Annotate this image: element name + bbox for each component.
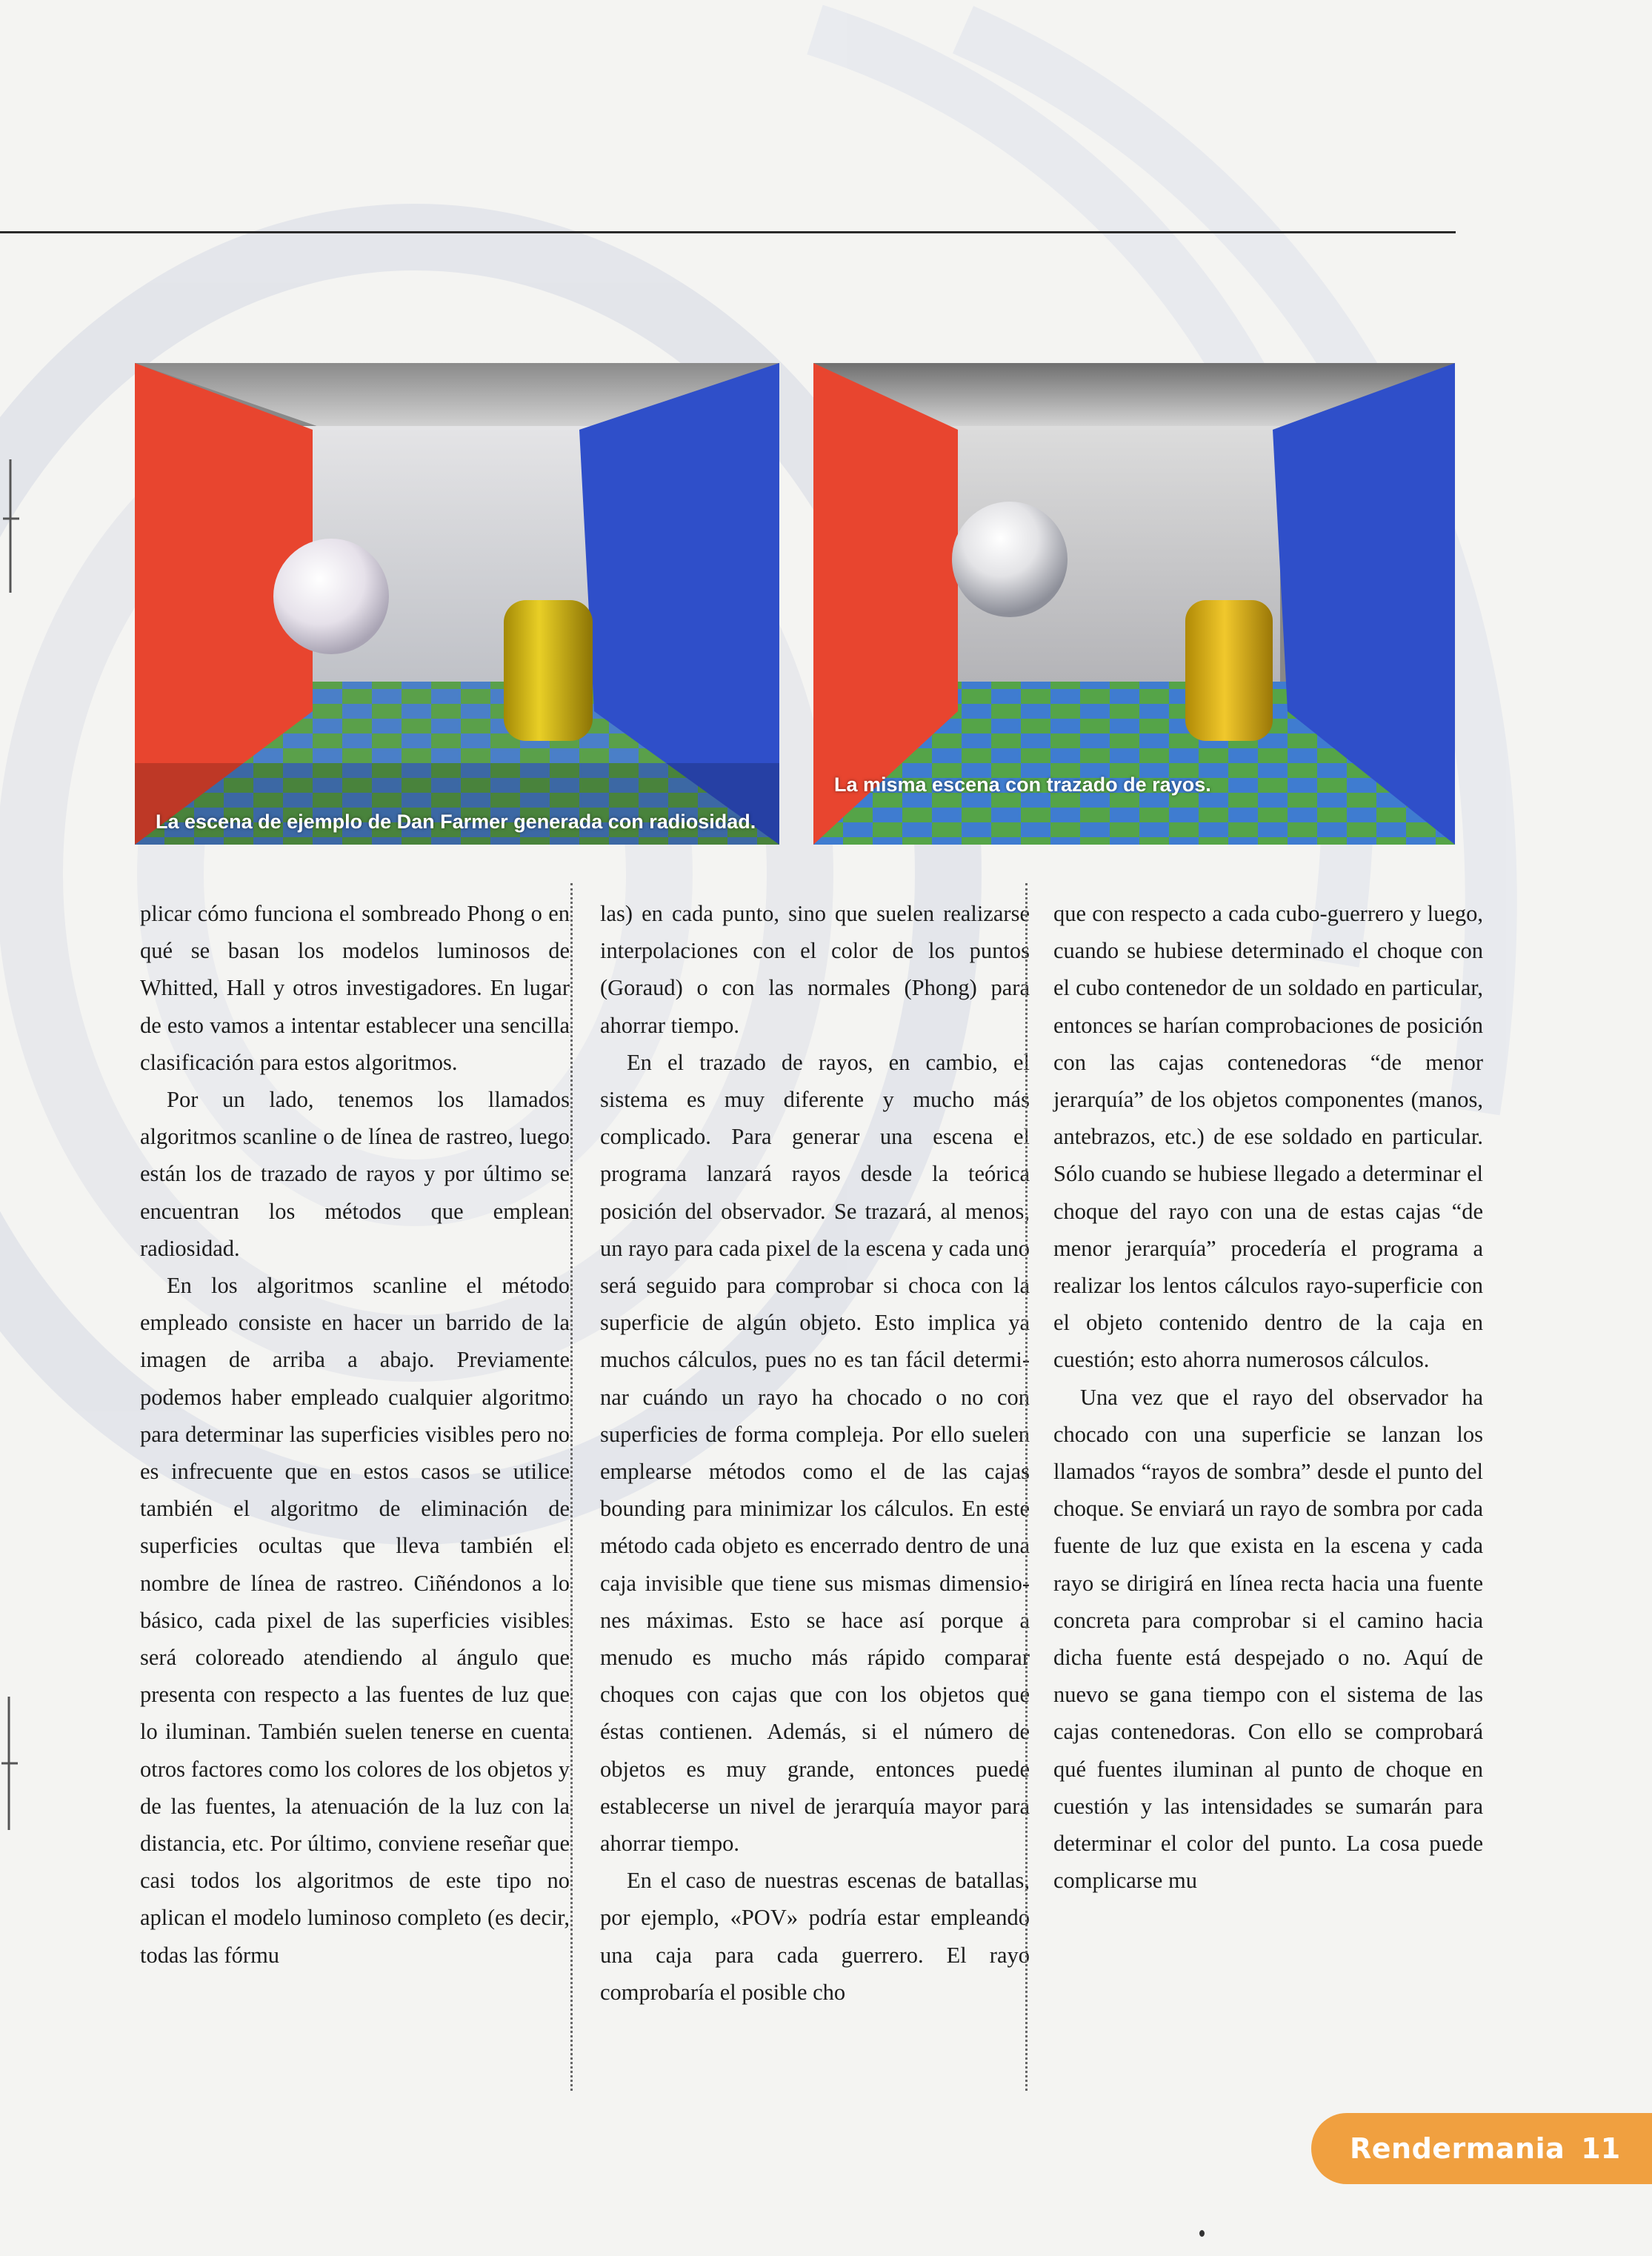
- figure-radiosity: [135, 363, 779, 845]
- paragraph: las) en cada punto, sino que suelen realizarse interpolaciones con el color de los puntos (Goraud) o con las normales (Phong) para ahorrar tiempo.: [600, 901, 1030, 1038]
- paragraph: Por un lado, tenemos los llamados algoritmos scanline o de línea de rastreo, luego están los de trazado de rayos y por último se encuentran los métodos que emplean radiosidad.: [140, 1087, 570, 1261]
- binding-mark: [0, 1682, 30, 1845]
- column-separator: [1025, 883, 1027, 2091]
- paragraph: En los algoritmos scanline el método empleado consiste en hacer un barrido de la imagen de arriba a abajo. Previamente podemos haber empleado cualquier algoritmo para determinar las superficies visibles pero no es infrecuente que en estos casos se utilice también el algoritmo de eliminación de superficies ocultas que lleva también el nombre de línea de rastreo. Ciñéndonos a lo básico, cada pixel de las superficies visibles será coloreado atendiendo al ángulo que presenta con respecto a las fuentes de luz que lo iluminan. También suelen tenerse en cuenta otros factores como los colores de los objetos y de las fuentes, la atenuación de la luz con la distancia, etc. Por último, conviene reseñar que casi todos los algoritmos de este tipo no aplican el modelo luminoso completo (es decir, todas las fórmu: [140, 1273, 570, 1968]
- figure-raytracing: [813, 363, 1455, 845]
- paragraph: que con respecto a cada cubo-guerrero y luego, cuando se hubiese determinado el choque con el cubo contenedor de un soldado en particular, entonces se harían comprobaciones de posición con las cajas contenedoras “de menor jerarquía” de los objetos componentes (manos, antebrazos, etc.) de ese soldado en particular. Sólo cuando se hubiese llegado a determinar el choque del rayo con una de estas cajas “de menor jerarquía” procedería el programa a realizar los lentos cálculos rayo-superficie con el objeto contenido dentro de la caja en cuestión; esto ahorra numerosos cálculos.: [1053, 901, 1483, 1373]
- paragraph: En el caso de nuestras escenas de batallas, por ejemplo, «POV» podría estar empleando una caja para cada guerrero. El rayo comprobaría el posible cho: [600, 1868, 1030, 2005]
- figure-caption: La misma escena con trazado de rayos.: [834, 773, 1211, 796]
- page-number: 11: [1581, 2132, 1621, 2165]
- render-image-radiosity: [135, 363, 779, 845]
- header-rule: [0, 231, 1456, 233]
- figure-caption: La escena de ejemplo de Dan Farmer generada con radiosidad.: [156, 811, 756, 833]
- magazine-name: Rendermania: [1350, 2132, 1565, 2165]
- print-speck: [1199, 2230, 1205, 2237]
- paragraph: Una vez que el rayo del observador ha chocado con una superficie se lanzan los llamados “rayos de sombra” desde el punto del choque. Se enviará un rayo de sombra por cada fuente de luz que exista en la escena y cada rayo se dirigirá en línea recta hacia una fuente concreta para comprobar si el camino hacia dicha fuente está despejado o no. Aquí de nuevo se gana tiempo con el sistema de las cajas contenedoras. Con ello se comprobará qué fuentes iluminan al punto de choque en cuestión y las intensidades se sumarán para determinar el color del punto. La cosa puede complicarse mu: [1053, 1384, 1483, 1894]
- text-column-3: [1053, 895, 1483, 1899]
- page-footer-tab: [1311, 2113, 1652, 2184]
- column-separator: [570, 883, 573, 2091]
- binding-mark: [0, 445, 30, 608]
- text-column-1: [140, 895, 570, 1974]
- text-column-2: [600, 895, 1030, 2011]
- paragraph: plicar cómo funciona el sombreado Phong o en qué se basan los modelos luminosos de Whitted, Hall y otros investigadores. En lugar de esto vamos a intentar establecer una sencilla clasificación para estos algoritmos.: [140, 901, 570, 1075]
- paragraph: En el trazado de rayos, en cambio, el sistema es muy diferente y mucho más complicado. Para generar una escena el programa lanzará rayos desde la teórica posición del observador. Se trazará, al menos, un rayo para cada pixel de la escena y cada uno será seguido para comprobar si choca con la superficie de algún objeto. Esto implica ya muchos cálculos, pues no es tan fácil determinar cuándo un rayo ha chocado o no con superficies de forma compleja. Por ello suelen emplearse métodos como el de las cajas bounding para minimizar los cálculos. En este método cada objeto es encerrado dentro de una caja invisible que tiene sus mismas dimensiones máximas. Esto se hace así porque a menudo es mucho más rápido comparar choques con cajas que con los objetos que éstas contienen. Además, si el número de objetos es muy grande, entonces puede establecerse un nivel de jerarquía mayor para ahorrar tiempo.: [600, 1049, 1030, 1857]
